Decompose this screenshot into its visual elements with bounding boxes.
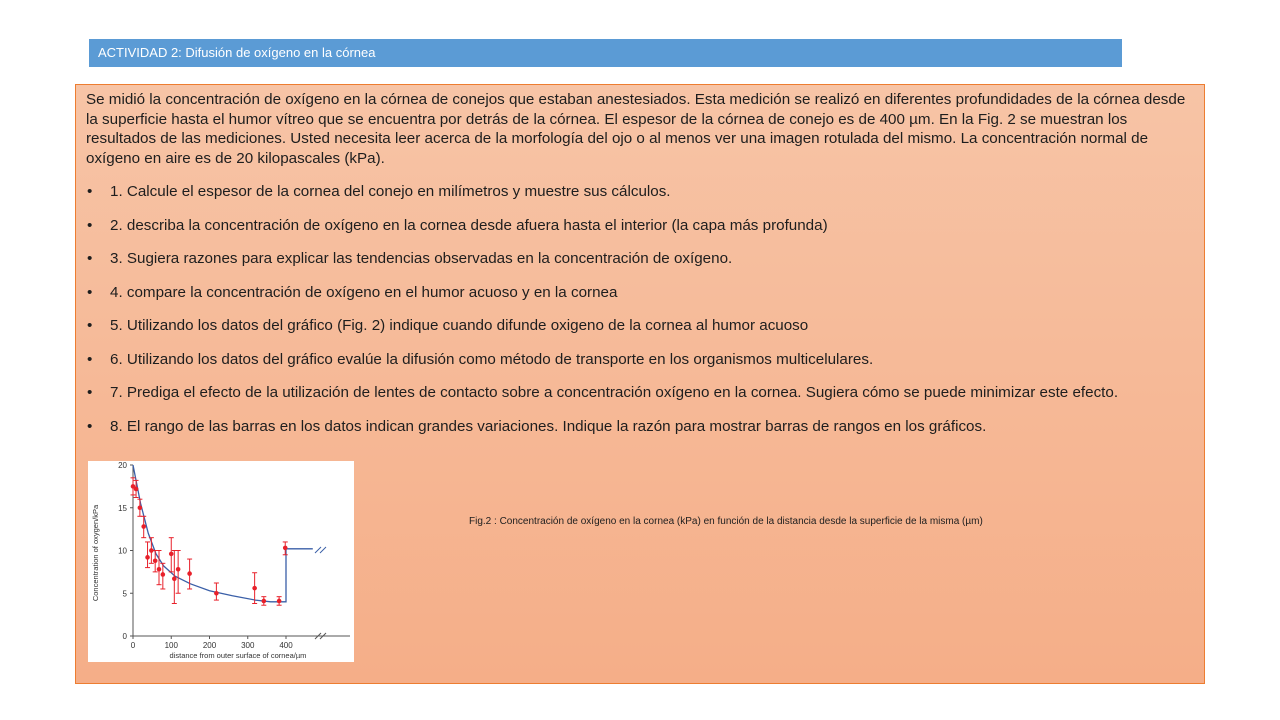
question-text: 3. Sugiera razones para explicar las tendencias observadas en la concentración de oxígeno. — [110, 250, 733, 267]
x-tick-label: 300 — [241, 641, 255, 650]
question-text: 5. Utilizando los datos del gráfico (Fig. 2) indique cuando difunde oxigeno de la cornea al humor acuoso — [110, 317, 809, 334]
curve-break-mark — [315, 547, 321, 553]
x-ticks — [131, 636, 293, 650]
list-item — [86, 216, 1196, 236]
list-item — [86, 182, 1196, 202]
list-item — [86, 283, 1196, 303]
activity-title: ACTIVIDAD 2: Difusión de oxígeno en la córnea — [98, 45, 376, 60]
question-text: 7. Prediga el efecto de la utilización de lentes de contacto sobre a concentración oxígeno en la cornea. Sugiera cómo se puede minimizar este efecto. — [110, 384, 1119, 401]
question-list — [86, 182, 1196, 450]
axis-break-marks — [315, 547, 326, 639]
oxygen-chart — [88, 461, 354, 662]
data-point — [169, 552, 174, 557]
data-points — [131, 478, 288, 605]
data-point — [157, 567, 162, 572]
list-item — [86, 417, 1196, 437]
data-point — [138, 505, 143, 510]
content-panel — [75, 84, 1205, 684]
x-axis-label: distance from outer surface of cornea/µm — [169, 651, 307, 660]
y-axis-label: Concentration of oxygen/kPa — [91, 504, 100, 602]
x-tick-label: 400 — [279, 641, 293, 650]
curve-break-mark — [320, 547, 326, 553]
question-text: 1. Calcule el espesor de la cornea del conejo en milímetros y muestre sus cálculos. — [110, 183, 671, 200]
trend-curve — [133, 465, 313, 602]
data-point — [283, 546, 288, 551]
data-point — [262, 599, 267, 604]
figure-caption: Fig.2 : Concentración de oxígeno en la cornea (kPa) en función de la distancia desde la superficie de la misma (µm) — [469, 516, 983, 527]
bullet: • — [87, 183, 93, 200]
bullet: • — [87, 250, 93, 267]
question-text: 2. describa la concentración de oxígeno en la cornea desde afuera hasta el interior (la capa más profunda) — [110, 216, 828, 234]
list-item — [86, 249, 1196, 269]
data-point — [214, 591, 219, 596]
y-tick-label: 20 — [118, 461, 127, 470]
data-point — [145, 555, 150, 560]
x-tick-label: 0 — [130, 641, 136, 650]
data-point — [252, 586, 257, 591]
bullet: • — [87, 317, 93, 334]
y-tick-label: 0 — [122, 632, 127, 641]
y-tick-label: 5 — [122, 589, 127, 599]
data-point — [187, 571, 192, 576]
question-text: 4. compare la concentración de oxígeno en el humor acuoso y en la cornea — [110, 283, 618, 301]
bullet: • — [87, 417, 93, 435]
data-point — [176, 567, 181, 572]
data-point — [141, 524, 146, 529]
list-item — [86, 316, 1196, 336]
intro-paragraph: Se midió la concentración de oxígeno en la córnea de conejos que estaban anestesiados. Esta medición se realizó en diferentes profundidades de la córnea desde la superficie hasta el humor vítreo que se encuentra por detrás de la córnea. El espesor de la córnea de conejo es de 400 µm. En la Fig. 2 se muestran los resultados de las mediciones. Usted necesita leer acerca de la morfología del ojo o al menos ver una imagen rotulada del mismo. La concentración normal de oxígeno en aire es de 20 kilopascales (kPa). — [86, 91, 1186, 167]
data-point — [277, 599, 282, 604]
bullet: • — [87, 283, 93, 301]
data-point — [134, 487, 139, 492]
data-point — [153, 558, 158, 563]
x-tick-label: 200 — [202, 641, 217, 650]
data-point — [161, 572, 166, 577]
y-tick-label: 15 — [118, 503, 127, 513]
bullet: • — [87, 384, 93, 401]
bullet: • — [87, 216, 93, 234]
bullet: • — [87, 350, 93, 368]
x-tick-label: 100 — [164, 641, 178, 650]
question-text: 8. El rango de las barras en los datos indican grandes variaciones. Indique la razón para mostrar barras de rangos en los gráficos. — [110, 417, 987, 435]
question-text: 6. Utilizando los datos del gráfico evalúe la difusión como método de transporte en los organismos multicelulares. — [110, 350, 874, 368]
list-item — [86, 383, 1196, 403]
figure-2-image — [88, 461, 354, 662]
y-ticks — [118, 461, 133, 641]
y-tick-label: 10 — [118, 546, 127, 556]
list-item — [86, 350, 1196, 370]
activity-title-bar — [89, 39, 1122, 67]
data-point — [172, 576, 177, 581]
